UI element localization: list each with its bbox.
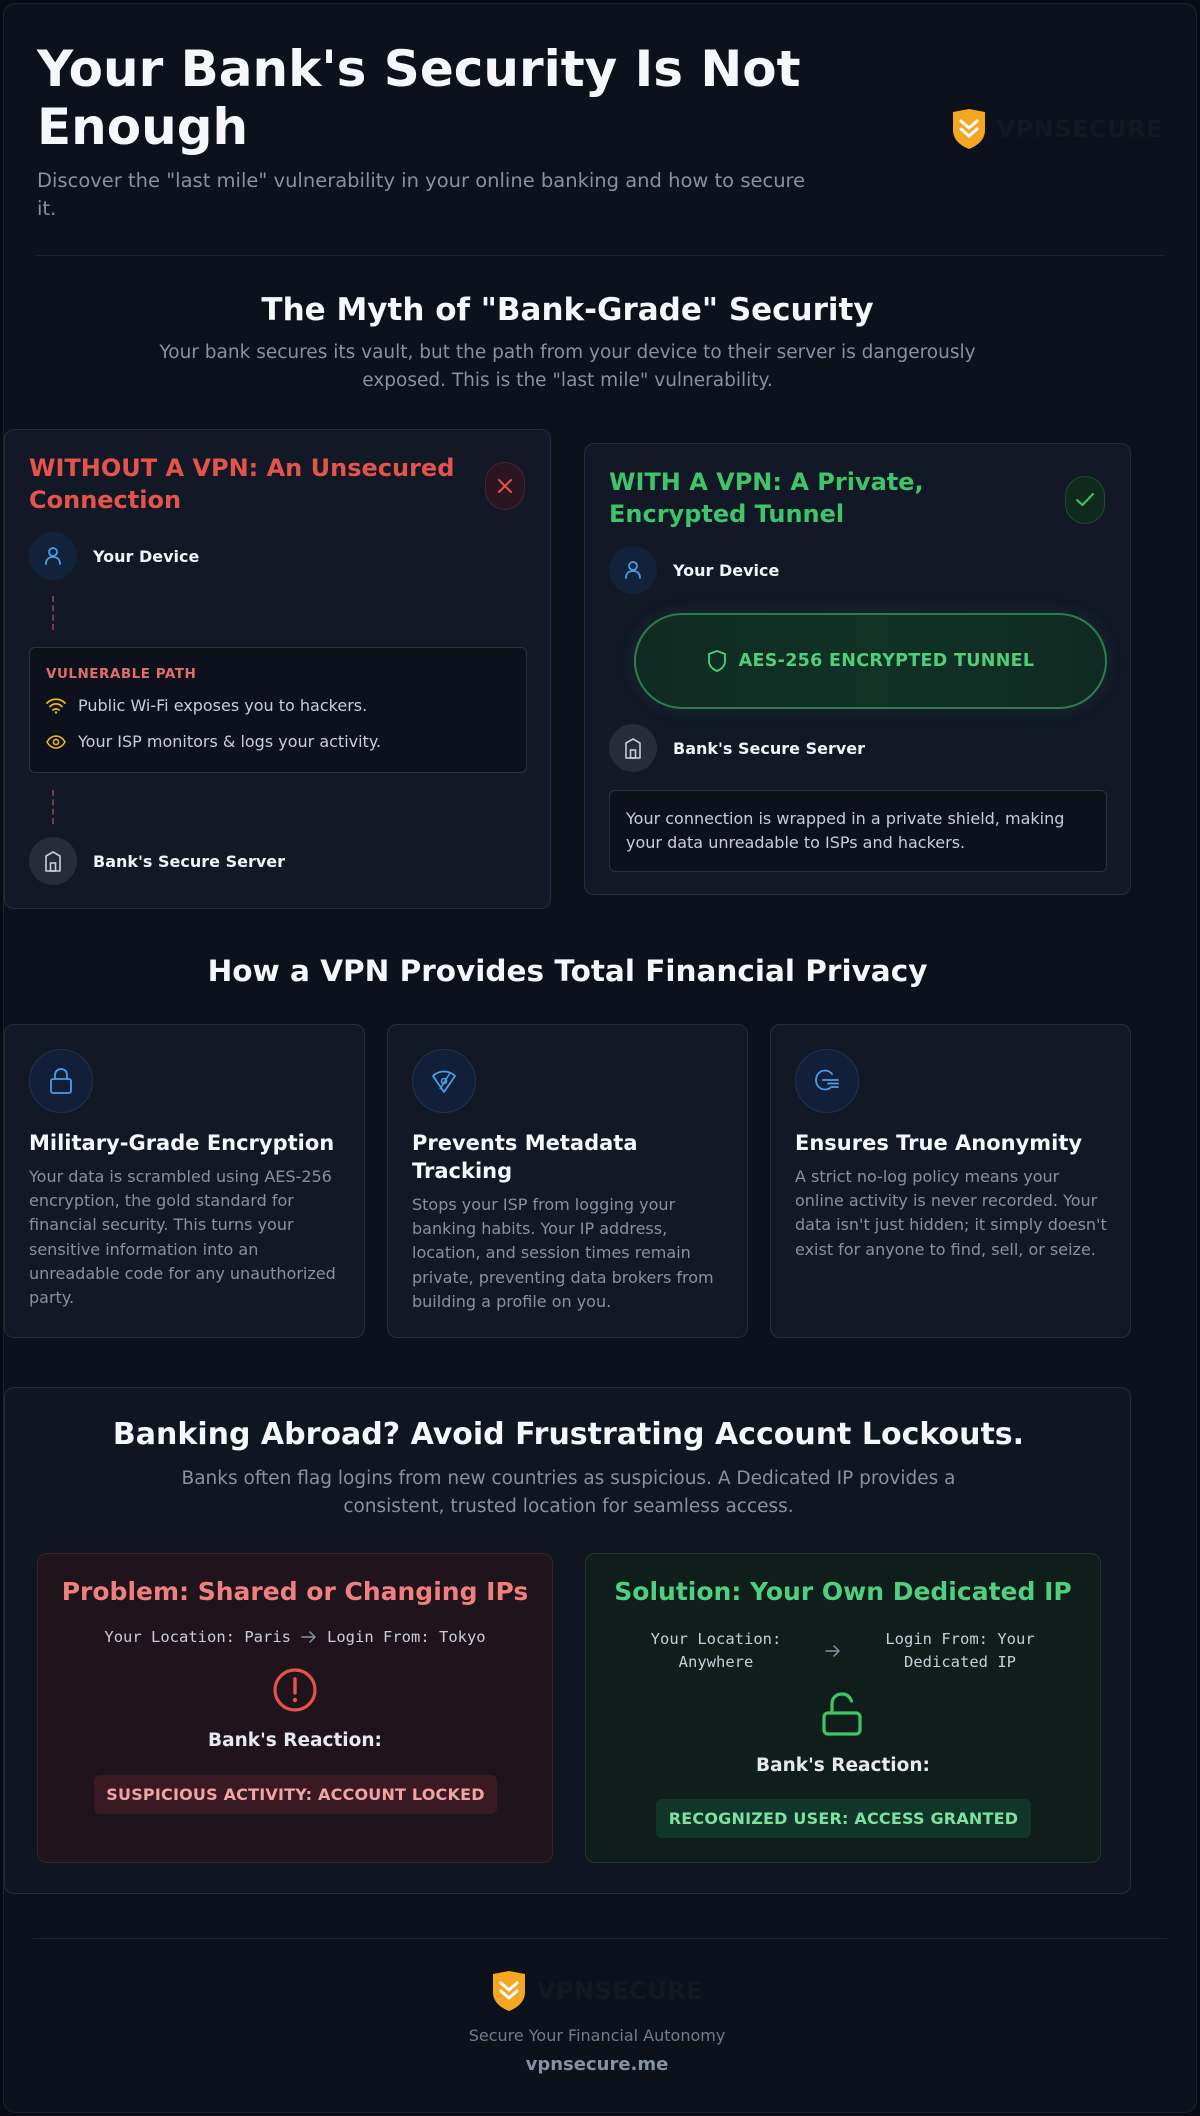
infographic-page xyxy=(3,3,1197,2113)
connection-line xyxy=(52,790,54,824)
vuln-item-wifi xyxy=(46,696,367,715)
bank-icon xyxy=(29,837,77,885)
shield-icon xyxy=(707,649,727,673)
footer-url-link[interactable]: vpnsecure.me xyxy=(525,2054,669,2075)
vuln-item-text: Public Wi-Fi exposes you to hackers. xyxy=(78,696,368,715)
tunnel-label: AES-256 ENCRYPTED TUNNEL xyxy=(738,651,1035,671)
vulnerable-path-box xyxy=(29,647,527,773)
locked-status-badge: SUSPICIOUS ACTIVITY: ACCOUNT LOCKED xyxy=(94,1775,497,1814)
connection-line xyxy=(52,596,54,630)
feature-text: A strict no-log policy means your online activity is never recorded. Your data isn't just hidden; it simply doesn't exist for anyone to find, sell, or seize. xyxy=(795,1167,1107,1259)
without-vpn-title: WITHOUT A VPN: An Unsecured Connection xyxy=(29,454,455,514)
banking-abroad-section xyxy=(4,1387,1131,1894)
brand-logo xyxy=(951,108,1163,150)
brand-name: VPNSECURE xyxy=(996,115,1163,143)
encryption-note: Your connection is wrapped in a private shield, making your data unreadable to ISPs and hackers. xyxy=(609,790,1107,872)
feature-text: Stops your ISP from logging your banking habits. Your IP address, location, and session times remain private, preventing data brokers from building a profile on you. xyxy=(412,1195,714,1311)
feature-card-metadata xyxy=(387,1024,748,1338)
device-label: Your Device xyxy=(93,546,200,566)
footer-divider xyxy=(33,1938,1167,1939)
feature-card-encryption xyxy=(4,1024,365,1338)
location-text: Your Location: Anywhere xyxy=(650,1630,782,1671)
page-subtitle: Discover the "last mile" vulnerability in your online banking and how to secure it. xyxy=(37,169,806,220)
without-vpn-card xyxy=(4,429,551,909)
anonymity-icon xyxy=(795,1049,859,1113)
server-node xyxy=(609,724,865,772)
user-icon xyxy=(609,546,657,594)
bank-icon xyxy=(609,724,657,772)
vuln-item-isp xyxy=(46,732,381,751)
arrow-right-icon xyxy=(825,1645,841,1657)
myth-subtitle: Your bank secures its vault, but the path from your device to their server is dangerously exposed. This is the "last mile" vulnerability. xyxy=(159,342,976,391)
device-node xyxy=(29,532,199,580)
encrypted-tunnel xyxy=(634,613,1107,709)
unlock-icon xyxy=(820,1691,864,1741)
granted-status-badge: RECOGNIZED USER: ACCESS GRANTED xyxy=(656,1799,1031,1838)
server-label: Bank's Secure Server xyxy=(673,738,866,758)
check-mark-icon xyxy=(1065,476,1105,524)
no-tracking-icon xyxy=(412,1049,476,1113)
location-text: Your Location: Paris xyxy=(104,1628,291,1646)
server-node xyxy=(29,837,285,885)
shield-logo-icon xyxy=(491,1970,527,2012)
footer-brand xyxy=(0,1970,1194,2012)
abroad-subtitle: Banks often flag logins from new countries as suspicious. A Dedicated IP provides a consistent, trusted location for seamless access. xyxy=(181,1468,956,1517)
solution-panel xyxy=(585,1553,1101,1863)
device-node xyxy=(609,546,779,594)
feature-card-anonymity xyxy=(770,1024,1131,1338)
feature-title: Military-Grade Encryption xyxy=(29,1131,335,1155)
lock-icon xyxy=(29,1049,93,1113)
privacy-title: How a VPN Provides Total Financial Privacy xyxy=(207,954,928,988)
vuln-item-text: Your ISP monitors & logs your activity. xyxy=(78,732,382,751)
myth-title: The Myth of "Bank-Grade" Security xyxy=(261,292,874,328)
feature-title: Ensures True Anonymity xyxy=(795,1131,1083,1155)
header xyxy=(37,4,1163,256)
feature-title: Prevents Metadata Tracking xyxy=(412,1131,638,1183)
wifi-icon xyxy=(46,698,66,714)
shield-logo-icon xyxy=(951,108,987,150)
feature-text: Your data is scrambled using AES-256 encryption, the gold standard for financial security. This turns your sensitive information into an unreadable code for any unauthorized party. xyxy=(29,1167,336,1308)
reaction-label: Bank's Reaction: xyxy=(208,1730,382,1751)
with-vpn-card xyxy=(584,443,1131,895)
eye-icon xyxy=(46,735,66,749)
vulnerable-path-heading: VULNERABLE PATH xyxy=(46,666,197,682)
with-vpn-title: WITH A VPN: A Private, Encrypted Tunnel xyxy=(609,468,924,528)
footer-tagline: Secure Your Financial Autonomy xyxy=(468,2026,726,2045)
arrow-right-icon xyxy=(301,1631,317,1643)
solution-title: Solution: Your Own Dedicated IP xyxy=(614,1577,1072,1606)
login-text: Login From: Tokyo xyxy=(327,1628,486,1646)
page-title: Your Bank's Security Is Not Enough xyxy=(37,40,801,156)
solution-route xyxy=(586,1628,1100,1674)
server-label: Bank's Secure Server xyxy=(93,851,286,871)
login-text: Login From: Your Dedicated IP xyxy=(885,1630,1035,1671)
problem-route xyxy=(38,1628,552,1646)
reaction-label: Bank's Reaction: xyxy=(756,1755,930,1776)
problem-title: Problem: Shared or Changing IPs xyxy=(61,1577,529,1606)
device-label: Your Device xyxy=(673,560,780,580)
footer-brand-name: VPNSECURE xyxy=(536,1977,704,2005)
alert-icon xyxy=(272,1667,318,1717)
user-icon xyxy=(29,532,77,580)
x-mark-icon xyxy=(485,462,525,510)
problem-panel xyxy=(37,1553,553,1863)
abroad-title: Banking Abroad? Avoid Frustrating Account Lockouts. xyxy=(112,1417,1025,1452)
